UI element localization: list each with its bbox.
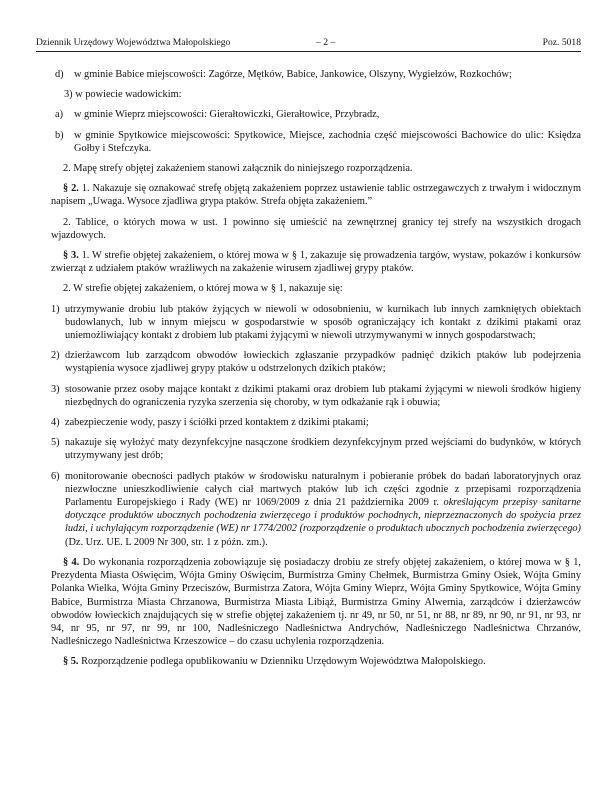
item-label: 3) — [51, 383, 60, 395]
item-label: 6) — [51, 470, 60, 482]
section-3-para-2: 2. W strefie objętej zakażeniem, o której mowa w § 1, nakazuje się: — [63, 283, 343, 295]
item-text: stosowanie przez osoby mające kontakt z dzikimi ptakami oraz drobiem lub ptakami żyjącymi w niewoli środków higieny niezbędnych do ograniczenia ryzyka szerzenia się choroby, w tym odkażanie rąk i obuwia; — [65, 383, 581, 408]
section-mark: § 2. — [63, 183, 79, 195]
position-number: Poz. 5018 — [542, 37, 581, 48]
item-text: w gminie Wieprz miejscowości: Gierałtowiczki, Gierałtowice, Przybradz, — [74, 109, 380, 121]
item-text: utrzymywanie drobiu lub ptaków żyjących w niewoli w odosobnieniu, w kurnikach lub innych zamkniętych obiektach budowlanych, lub w innym miejscu w gospodarstwie w sposób ograniczający ich kontakt z dzikimi ptakami oraz uniemożliwiający kontakt z drobiem lub ptakami żyjącymi w niewoli utrzymywanymi w innych gospodarstwach; — [65, 303, 581, 342]
item-label: 2) — [51, 350, 60, 362]
list-item — [51, 416, 581, 429]
item-label: d) — [55, 69, 64, 80]
list-item — [51, 436, 581, 462]
list-item — [51, 303, 581, 343]
list-item-6 — [51, 470, 581, 549]
section-2-para-1 — [51, 182, 581, 208]
list-item-d — [51, 68, 581, 81]
section-text: Do wykonania rozporządzenia zobowiązuje się posiadaczy drobiu ze strefy objętej zakażeniem, o której mowa w § 1, Prezydenta Miasta Oświęcim, Wójta Gminy Oświęcim, Burmistrza Gminy Chełmek, Burmistrza Gminy Osiek, Wójta Gminy Polanka Wielka, Wójta Gminy Przeciszów, Burmistrza Zatora, Wójta Gminy Wieprz, Wójta Gminy Spytkowice, Wójta Gminy Babice, Burmistrza Miasta Chrzanowa, Burmistrza Miasta Libiąż, Burmistrza Gminy Alwernia, zarządców i dzierżawców obwodów łowieckich znajdujących się w strefie objętej zakażeniem tj. nr 49, nr 50, nr 51, nr 88, nr 89, nr 90, nr 91, nr 93, nr 94, nr 95, nr 97, nr 99, nr 100, Nadleśniczego Nadleśnictwa Andrychów, Nadleśniczego Nadleśnictwa Chrzanów, Nadleśniczego Nadleśnictwa Krzeszowice – do czasu uchylenia rozporządzenia. — [51, 556, 581, 648]
page-header — [36, 37, 581, 52]
section-4 — [51, 556, 581, 648]
section-mark: § 5. — [63, 656, 79, 668]
journal-title: Dziennik Urzędowy Województwa Małopolskiego — [36, 37, 231, 48]
item-text-citation: (Dz. Urz. UE. L 2009 Nr 300, str. 1 z późn. zm.). — [65, 536, 268, 548]
list-item-b — [51, 129, 581, 155]
item-text: zabezpieczenie wody, paszy i ściółki przed kontaktem z dzikimi ptakami; — [65, 417, 369, 429]
list-item-a — [51, 108, 581, 121]
item-label: 4) — [51, 417, 60, 429]
section-2-para-2: 2. Tablice, o których mowa w ust. 1 powinno się umieścić na zewnętrznej granicy tej strefy na wszystkich drogach wjazdowych. — [51, 216, 581, 241]
section-text: 1. W strefie objętej zakażeniem, o której mowa w § 1, zakazuje się prowadzenia targów, wystaw, pokazów i konkursów zwierząt z udziałem ptaków wrażliwych na zakażenie wirusem zjadliwej grypy ptaków. — [51, 250, 582, 275]
section-text: 1. Nakazuje się oznakować strefę objętą zakażeniem poprzez ustawienie tablic ostrzegawczych z trwałym i widocznym napisem „Uwaga. Wysoce zjadliwa grypa ptaków. Strefa objęta zakażeniem.” — [51, 183, 581, 208]
section-mark: § 3. — [63, 250, 79, 262]
section-3-para-1 — [51, 249, 581, 275]
item-text: dzierżawcom lub zarządcom obwodów łowieckich zgłaszanie przypadków padnięć dzikich ptaków lub podejrzenia wystąpienia wysoce zjadliwej grypy ptaków u odstrzelonych dzikich ptaków; — [65, 350, 581, 375]
document-body — [51, 68, 581, 676]
item-text: monitorowanie obecności padłych ptaków w środowisku naturalnym i pobieranie próbek do badań laboratoryjnych oraz niezwłoczne unieszkodliwienie całych ciał martwych ptaków lub ich części zgodnie z przepisami rozporządzenia Parlamentu Europejskiego i Rady (WE) nr 1069/2009 z dnia 21 października 2009 r. — [65, 470, 581, 509]
item-label: b) — [55, 129, 64, 141]
list-item — [51, 383, 581, 409]
section-mark: § 4. — [63, 556, 80, 568]
item-label: a) — [55, 109, 64, 121]
list-item — [51, 349, 581, 375]
list-item-3: 3) w powiecie wadowickim: — [64, 89, 182, 101]
item-text-italic: określającym przepisy sanitarne dotyczące produktów ubocznych pochodzenia zwierzęcego i produktów pochodnych, nieprzeznaczonych do spożycia przez ludzi, i uchylającym rozporządzenie (WE) nr 1774/2002 (rozporządzenie o produktach ubocznych pochodzenia zwierzęcego) — [65, 497, 581, 535]
paragraph-map: 2. Mapę strefy objętej zakażeniem stanowi załącznik do niniejszego rozporządzenia. — [63, 163, 413, 175]
item-label: 1) — [51, 303, 60, 315]
item-text: w gminie Babice miejscowości: Zagórze, Mętków, Babice, Jankowice, Olszyny, Wygiełzów, Rozkochów; — [74, 69, 512, 80]
section-text: Rozporządzenie podlega opublikowaniu w Dzienniku Urzędowym Województwa Małopolskiego. — [78, 656, 486, 668]
page-number: – 2 – — [316, 37, 336, 48]
item-text: nakazuje się wyłożyć maty dezynfekcyjne nasączone środkiem dezynfekcyjnym przed wejściami do budynków, w których utrzymywany jest drób; — [65, 437, 581, 462]
item-text: w gminie Spytkowice miejscowości: Spytkowice, Miejsce, zachodnia część miejscowości Bachowice do ulic: Księdza Gołby i Stefczyka. — [74, 129, 581, 154]
section-5 — [51, 655, 581, 668]
item-label: 5) — [51, 437, 60, 449]
